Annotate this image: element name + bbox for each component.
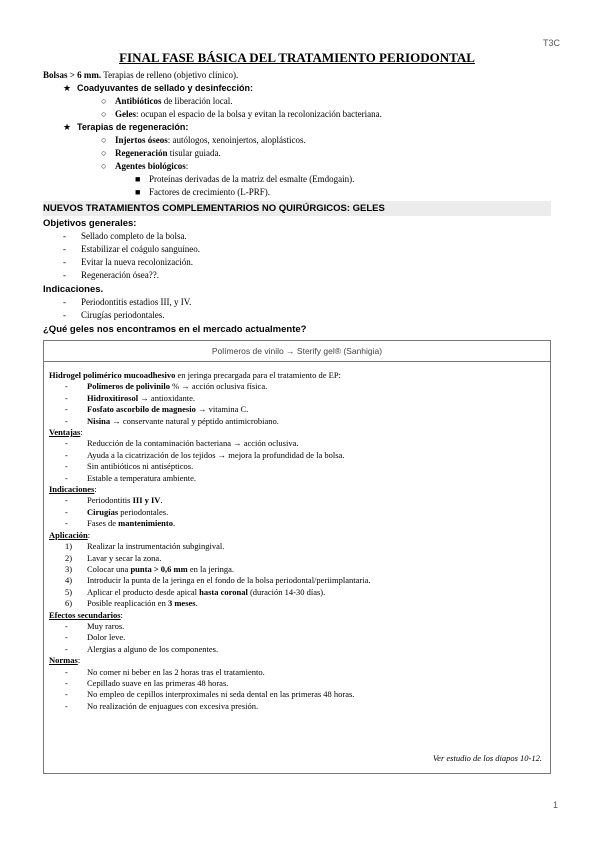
list-item [49, 701, 545, 712]
item-text: . [172, 518, 176, 529]
list-item [49, 678, 545, 689]
circle-bullet-icon: ○ [101, 96, 107, 106]
list-item [43, 186, 551, 199]
gel-lead [49, 370, 545, 381]
dash-bullet-icon: - [63, 244, 66, 254]
list-item [43, 173, 551, 186]
list-item [49, 598, 545, 609]
item-text: Estabilizar el coágulo sanguíneo. [81, 244, 200, 254]
item-text: Sellado completo de la bolsa. [81, 231, 187, 241]
item-text: → conservante natural y péptido antimicrobiano. [110, 415, 279, 426]
list-item [49, 621, 545, 632]
efectos-heading: Efectos secundarios: [49, 609, 123, 620]
lead-bold: Hidrogel polimérico mucoadhesivo [49, 370, 176, 380]
dash-bullet-icon: - [65, 461, 68, 472]
list-item [49, 404, 545, 415]
item-text: Introducir la punta de la jeringa en el fondo de la bolsa periodontal/periimplantaria. [87, 575, 371, 586]
list-item [49, 689, 545, 700]
dash-bullet-icon: - [65, 404, 68, 415]
list-item [49, 416, 545, 427]
aplicacion-heading: Aplicación: [49, 529, 91, 540]
gel-box-header: Polímeros de vinilo → Sterify gel® (Sanhigia) [44, 341, 550, 362]
dash-bullet-icon: - [65, 518, 68, 529]
circle-bullet-icon: ○ [101, 109, 107, 119]
dash-bullet-icon: - [65, 643, 68, 654]
item-number: 6) [65, 598, 73, 609]
list-item [49, 518, 545, 529]
item-bold: Regeneración [115, 148, 168, 158]
coadyuvantes-heading [43, 82, 551, 95]
regeneracion-heading-text: Terapias de regeneración: [77, 122, 189, 132]
dash-bullet-icon: - [65, 689, 68, 700]
item-text: Cepillado suave en las primeras 48 horas. [87, 677, 229, 688]
list-item [49, 667, 545, 678]
item-text: No comer ni beber en las 2 horas tras el tratamiento. [87, 666, 265, 677]
item-number: 4) [65, 575, 73, 586]
item-bold: Fosfato ascorbilo de magnesio [87, 404, 196, 415]
corner-tag: T3C [542, 38, 560, 48]
item-text: Fases de [87, 518, 119, 529]
dash-bullet-icon: - [65, 495, 68, 506]
item-text: : autólogos, xenoinjertos, aloplásticos. [167, 135, 306, 145]
gel-info-box [43, 340, 551, 774]
heading-text: Normas [49, 655, 78, 666]
intro-line [43, 69, 551, 82]
item-text: → antioxidante. [138, 392, 196, 403]
document-body [43, 50, 551, 774]
item-text: : [185, 161, 189, 171]
item-text: % → acción oclusiva física. [169, 381, 268, 392]
list-item [43, 160, 551, 173]
list-item [49, 381, 545, 392]
dash-bullet-icon: - [65, 620, 68, 631]
item-text: Evitar la nueva recolonización. [81, 257, 193, 267]
circle-bullet-icon: ○ [101, 148, 107, 158]
item-text: Ayuda a la cicatrización de los tejidos → mejora la profundidad de la bolsa. [87, 449, 345, 460]
square-bullet-icon: ■ [135, 187, 141, 197]
list-item [49, 587, 545, 598]
list-item [49, 541, 545, 552]
gel-box-body [44, 362, 550, 712]
item-text: No empleo de cepillos interproximales ni seda dental en las primeras 48 horas. [87, 689, 355, 700]
item-text: de liberación local. [161, 96, 233, 106]
section-heading-band: NUEVOS TRATAMIENTOS COMPLEMENTARIOS NO QUIRÚRGICOS: GELES [43, 201, 551, 216]
study-reference-note: Ver estudio de los diapos 10-12. [432, 753, 542, 763]
item-bold: Nisina [87, 415, 111, 426]
heading-text: Efectos secundarios [49, 609, 121, 620]
item-text: Colocar una [87, 563, 131, 574]
item-text: Realizar la instrumentación subgingival. [87, 541, 225, 552]
item-text: Factores de crecimiento (L-PRF). [149, 187, 270, 197]
indicaciones-box-heading: Indicaciones: [49, 484, 97, 495]
dash-bullet-icon: - [63, 257, 66, 267]
item-text: Estable a temperatura ambiente. [87, 472, 197, 483]
star-bullet-icon: ★ [63, 122, 72, 132]
list-item [49, 575, 545, 586]
item-bold: Cirugías [87, 506, 119, 517]
dash-bullet-icon: - [65, 472, 68, 483]
dash-bullet-icon: - [65, 392, 68, 403]
dash-bullet-icon: - [63, 231, 66, 241]
dash-bullet-icon: - [65, 700, 68, 711]
dash-bullet-icon: - [65, 506, 68, 517]
market-question: ¿Qué geles nos encontramos en el mercado actualmente? [43, 324, 307, 335]
item-bold: Antibióticos [115, 96, 162, 106]
item-text: Posible reaplicación en [87, 598, 168, 609]
page-title: FINAL FASE BÁSICA DEL TRATAMIENTO PERIODONTAL [119, 50, 475, 65]
dash-bullet-icon: - [65, 381, 68, 392]
star-bullet-icon: ★ [63, 83, 72, 93]
list-item [49, 473, 545, 484]
item-text: en la jeringa. [187, 563, 234, 574]
item-bold: Polímeros de polivinilo [87, 381, 170, 392]
circle-bullet-icon: ○ [101, 161, 107, 171]
list-item [49, 438, 545, 449]
item-bold: punta > 0,6 mm [130, 563, 188, 574]
item-text: (duración 14-30 días). [247, 586, 326, 597]
item-text: → vitamina C. [195, 404, 249, 415]
dash-bullet-icon: - [63, 297, 66, 307]
heading-text: Indicaciones [49, 484, 95, 495]
item-text: Periodontitis [87, 495, 133, 506]
list-item [49, 564, 545, 575]
item-text: . [195, 598, 198, 609]
objetivos-heading: Objetivos generales: [43, 218, 137, 229]
list-item [43, 309, 551, 322]
circle-bullet-icon: ○ [101, 135, 107, 145]
dash-bullet-icon: - [65, 677, 68, 688]
item-text: Cirugías periodontales. [81, 310, 165, 320]
item-number: 3) [65, 563, 73, 574]
dash-bullet-icon: - [65, 449, 68, 460]
item-text: Dolor leve. [87, 632, 126, 643]
item-text: Alergias a alguno de los componentes. [87, 643, 219, 654]
dash-bullet-icon: - [63, 310, 66, 320]
item-bold: 3 meses [167, 598, 196, 609]
list-item [43, 147, 551, 160]
list-item [43, 95, 551, 108]
item-bold: III y IV [132, 495, 161, 506]
item-text: . [160, 495, 163, 506]
item-bold: Agentes biológicos [115, 161, 186, 171]
list-item [43, 134, 551, 147]
intro-bold: Bolsas > 6 mm. [43, 70, 102, 80]
item-text: Proteínas derivadas de la matriz del esmalte (Emdogain). [149, 174, 355, 184]
ventajas-heading: Ventajas: [49, 427, 83, 438]
list-item [43, 256, 551, 269]
heading-text: Aplicación [49, 529, 88, 540]
page-number: 1 [552, 800, 558, 810]
item-bold: Geles [115, 109, 136, 119]
item-text: Muy raros. [87, 620, 125, 631]
list-item [49, 644, 545, 655]
item-bold: mantenimiento [118, 518, 173, 529]
heading-text: Ventajas [49, 427, 81, 438]
coadyuvantes-heading-text: Coadyuvantes de sellado y desinfección: [77, 83, 254, 93]
item-text: Regeneración ósea??. [81, 270, 159, 280]
list-item [49, 553, 545, 564]
list-item [49, 461, 545, 472]
list-item [43, 108, 551, 121]
item-text: No realización de enjuagues con excesiva presión. [87, 700, 259, 711]
dash-bullet-icon: - [65, 415, 68, 426]
list-item [43, 243, 551, 256]
dash-bullet-icon: - [65, 438, 68, 449]
item-text: : ocupan el espacio de la bolsa y evitan la recolonización bacteriana. [136, 109, 382, 119]
list-item [49, 450, 545, 461]
item-text: Lavar y secar la zona. [87, 552, 162, 563]
item-number: 5) [65, 586, 73, 597]
item-bold: Hidroxitirosol [87, 392, 139, 403]
item-bold: hasta coronal [199, 586, 248, 597]
list-item [49, 632, 545, 643]
list-item [43, 269, 551, 282]
normas-heading: Normas: [49, 655, 81, 666]
intro-text: Terapias de relleno (objetivo clínico). [101, 70, 239, 80]
list-item [43, 296, 551, 309]
regeneracion-heading [43, 121, 551, 134]
item-bold: Injertos óseos [115, 135, 168, 145]
item-text: Reducción de la contaminación bacteriana → acción oclusiva. [87, 438, 299, 449]
item-text: Aplicar el producto desde apical [87, 586, 200, 597]
item-text: Sin antibióticos ni antisépticos. [87, 461, 194, 472]
item-number: 2) [65, 552, 73, 563]
dash-bullet-icon: - [65, 632, 68, 643]
lead-text: en jeringa precargada para el tratamiento de EP: [175, 370, 341, 380]
item-text: periodontales. [118, 506, 169, 517]
list-item [49, 495, 545, 506]
dash-bullet-icon: - [63, 270, 66, 280]
item-number: 1) [65, 541, 73, 552]
list-item [49, 393, 545, 404]
square-bullet-icon: ■ [135, 174, 141, 184]
indicaciones-heading: Indicaciones. [43, 284, 104, 295]
dash-bullet-icon: - [65, 666, 68, 677]
item-text: Periodontitis estadios III, y IV. [81, 297, 192, 307]
list-item [43, 230, 551, 243]
list-item [49, 507, 545, 518]
item-text: tisular guiada. [167, 148, 221, 158]
